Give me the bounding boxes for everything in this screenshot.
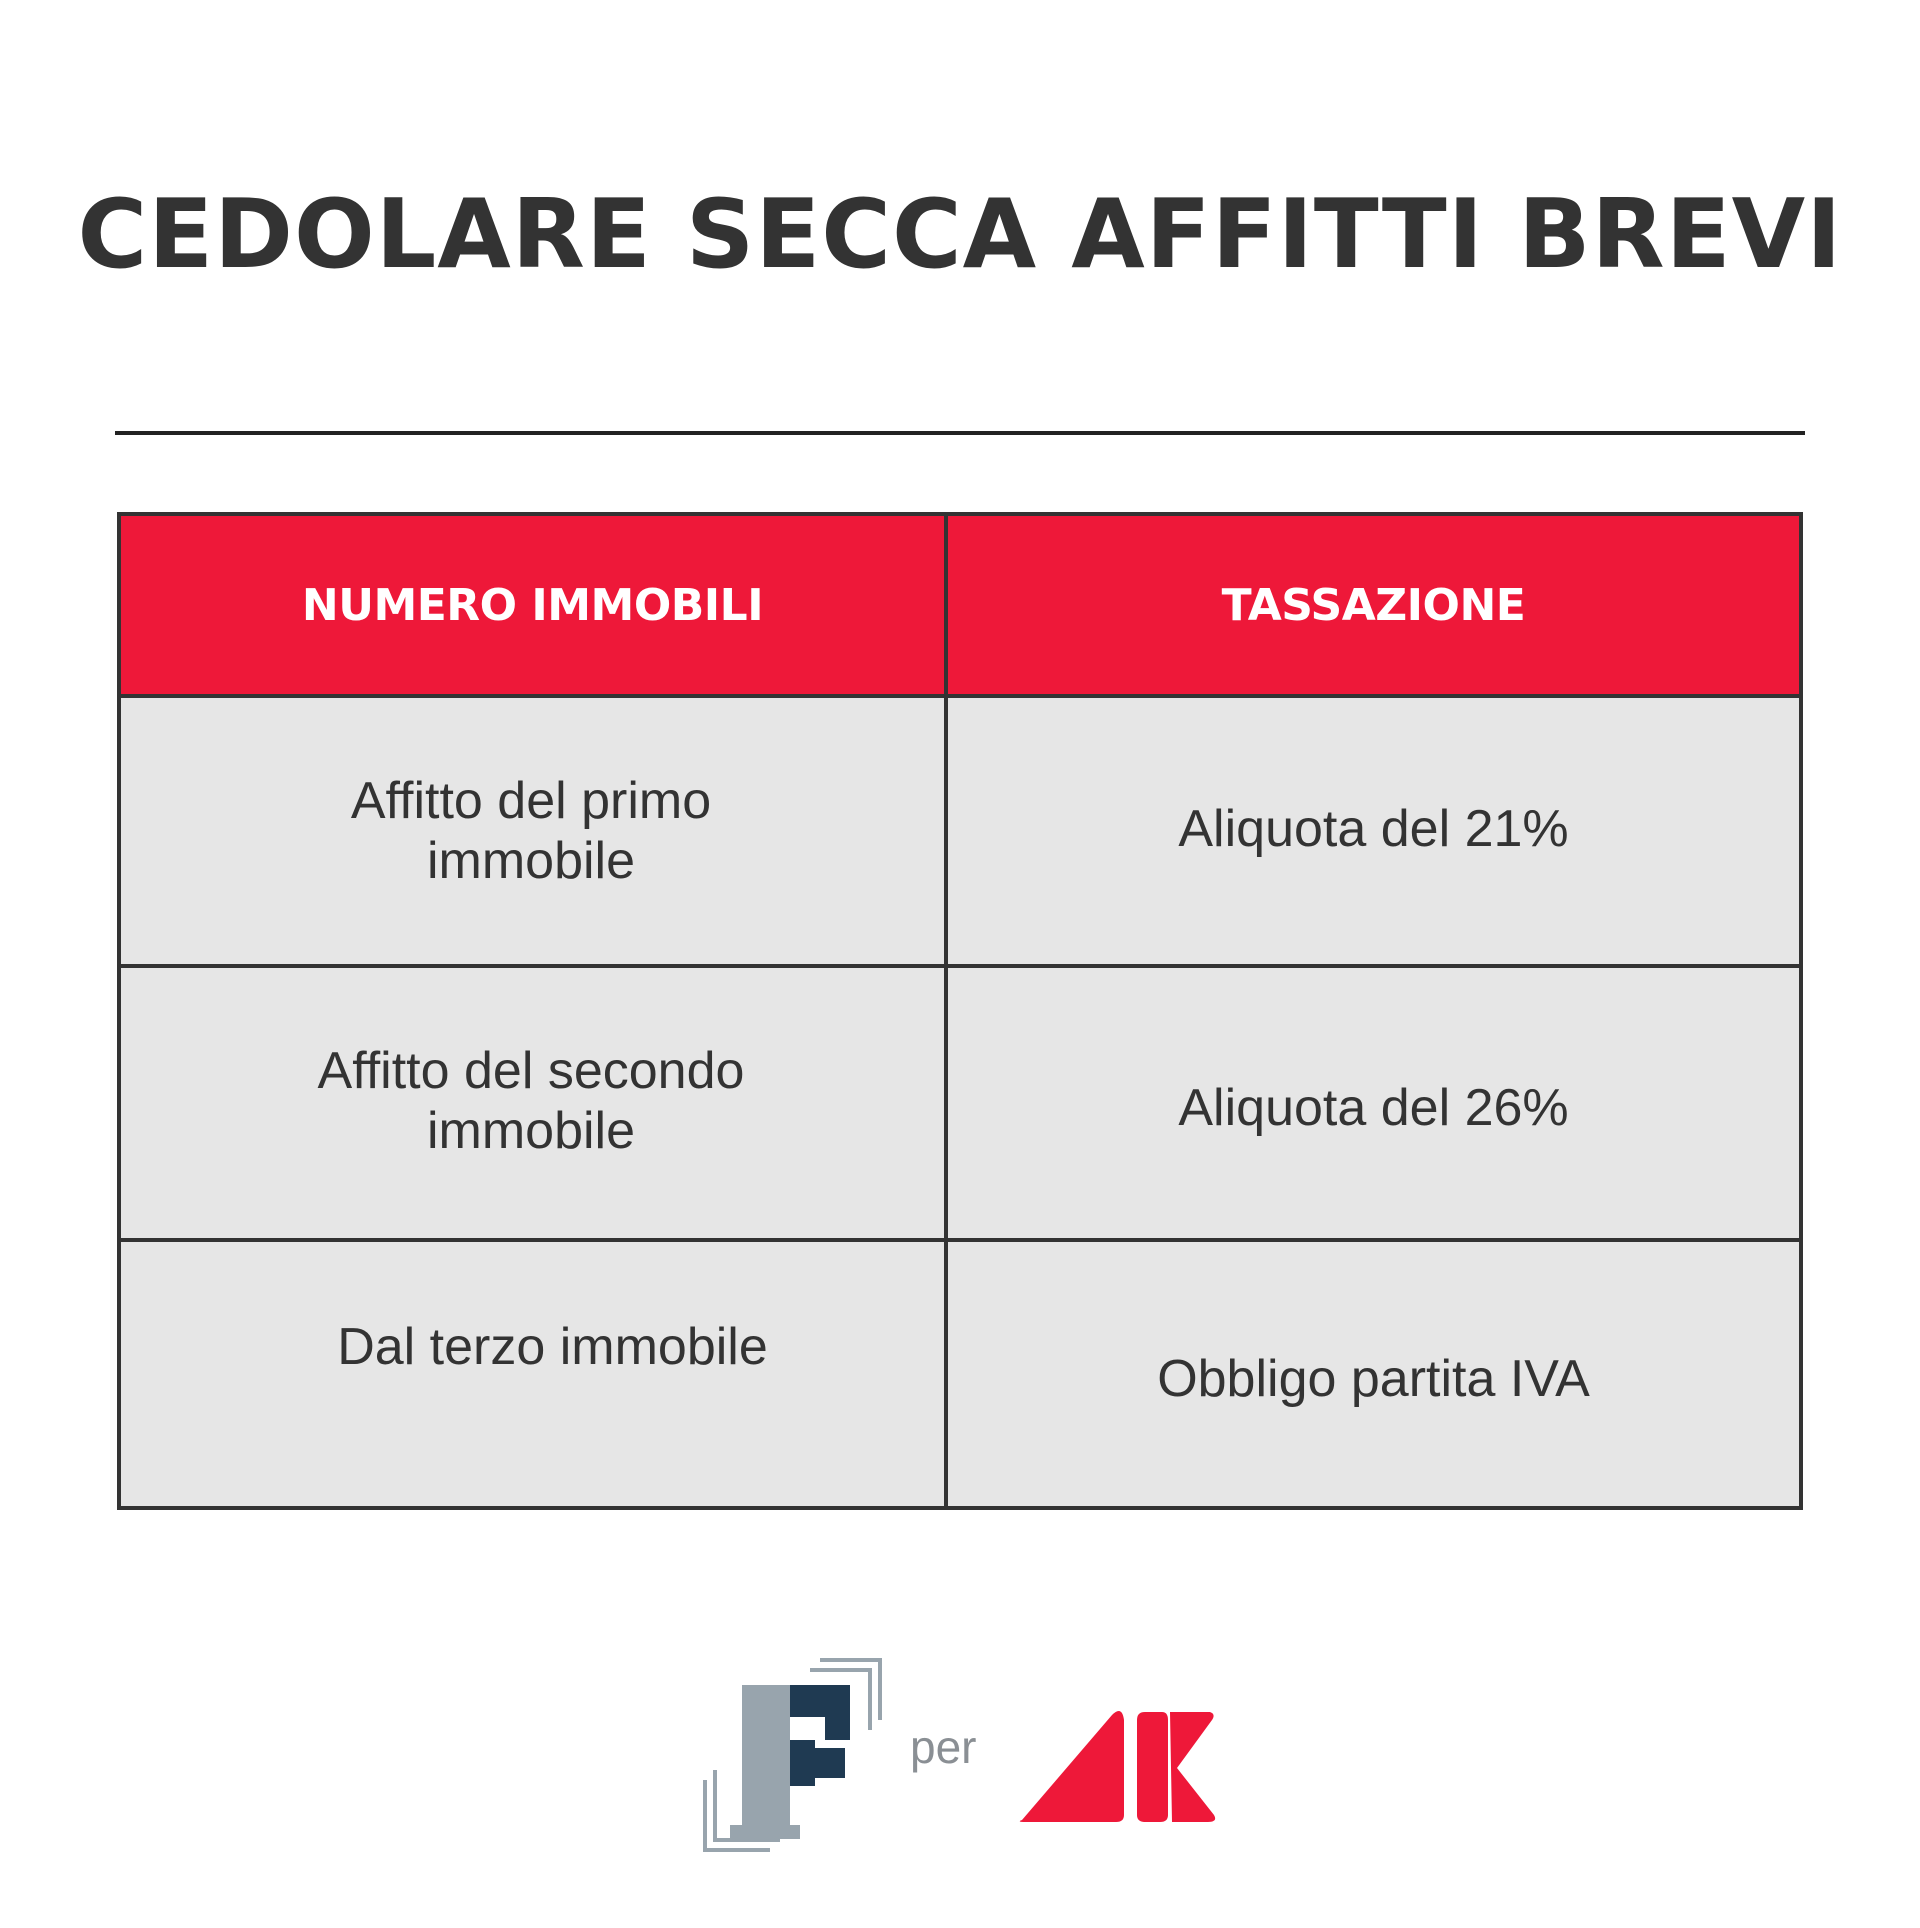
tax-table — [117, 512, 1803, 1510]
ak-logo-icon — [1012, 1690, 1222, 1830]
footer-logos — [700, 1640, 1220, 1860]
table-cell-row2-tassazione: Aliquota del 26% — [1178, 1079, 1569, 1137]
table-row-divider — [121, 964, 1799, 968]
table-column-divider — [944, 516, 948, 1506]
table-cell-row1-immobili: Affitto del primo immobile — [350, 772, 712, 890]
table-cell-row3-immobili: Dal terzo immobile — [337, 1318, 768, 1376]
page-title: CEDOLARE SECCA AFFITTI BREVI — [77, 180, 1843, 290]
table-header-tassazione: TASSAZIONE — [948, 516, 1799, 694]
title-divider — [115, 431, 1805, 435]
table-header-divider — [121, 694, 1799, 698]
table-cell-row3-tassazione: Obbligo partita IVA — [1157, 1350, 1590, 1408]
footer-connector-text: per — [910, 1721, 977, 1773]
table-header-numero-immobili: NUMERO IMMOBILI — [121, 516, 944, 694]
table-row-divider — [121, 1238, 1799, 1242]
f-logo-icon — [700, 1640, 890, 1860]
table-cell-row1-tassazione: Aliquota del 21% — [1178, 800, 1569, 858]
table-cell-row2-immobili: Affitto del secondo immobile — [317, 1042, 745, 1160]
